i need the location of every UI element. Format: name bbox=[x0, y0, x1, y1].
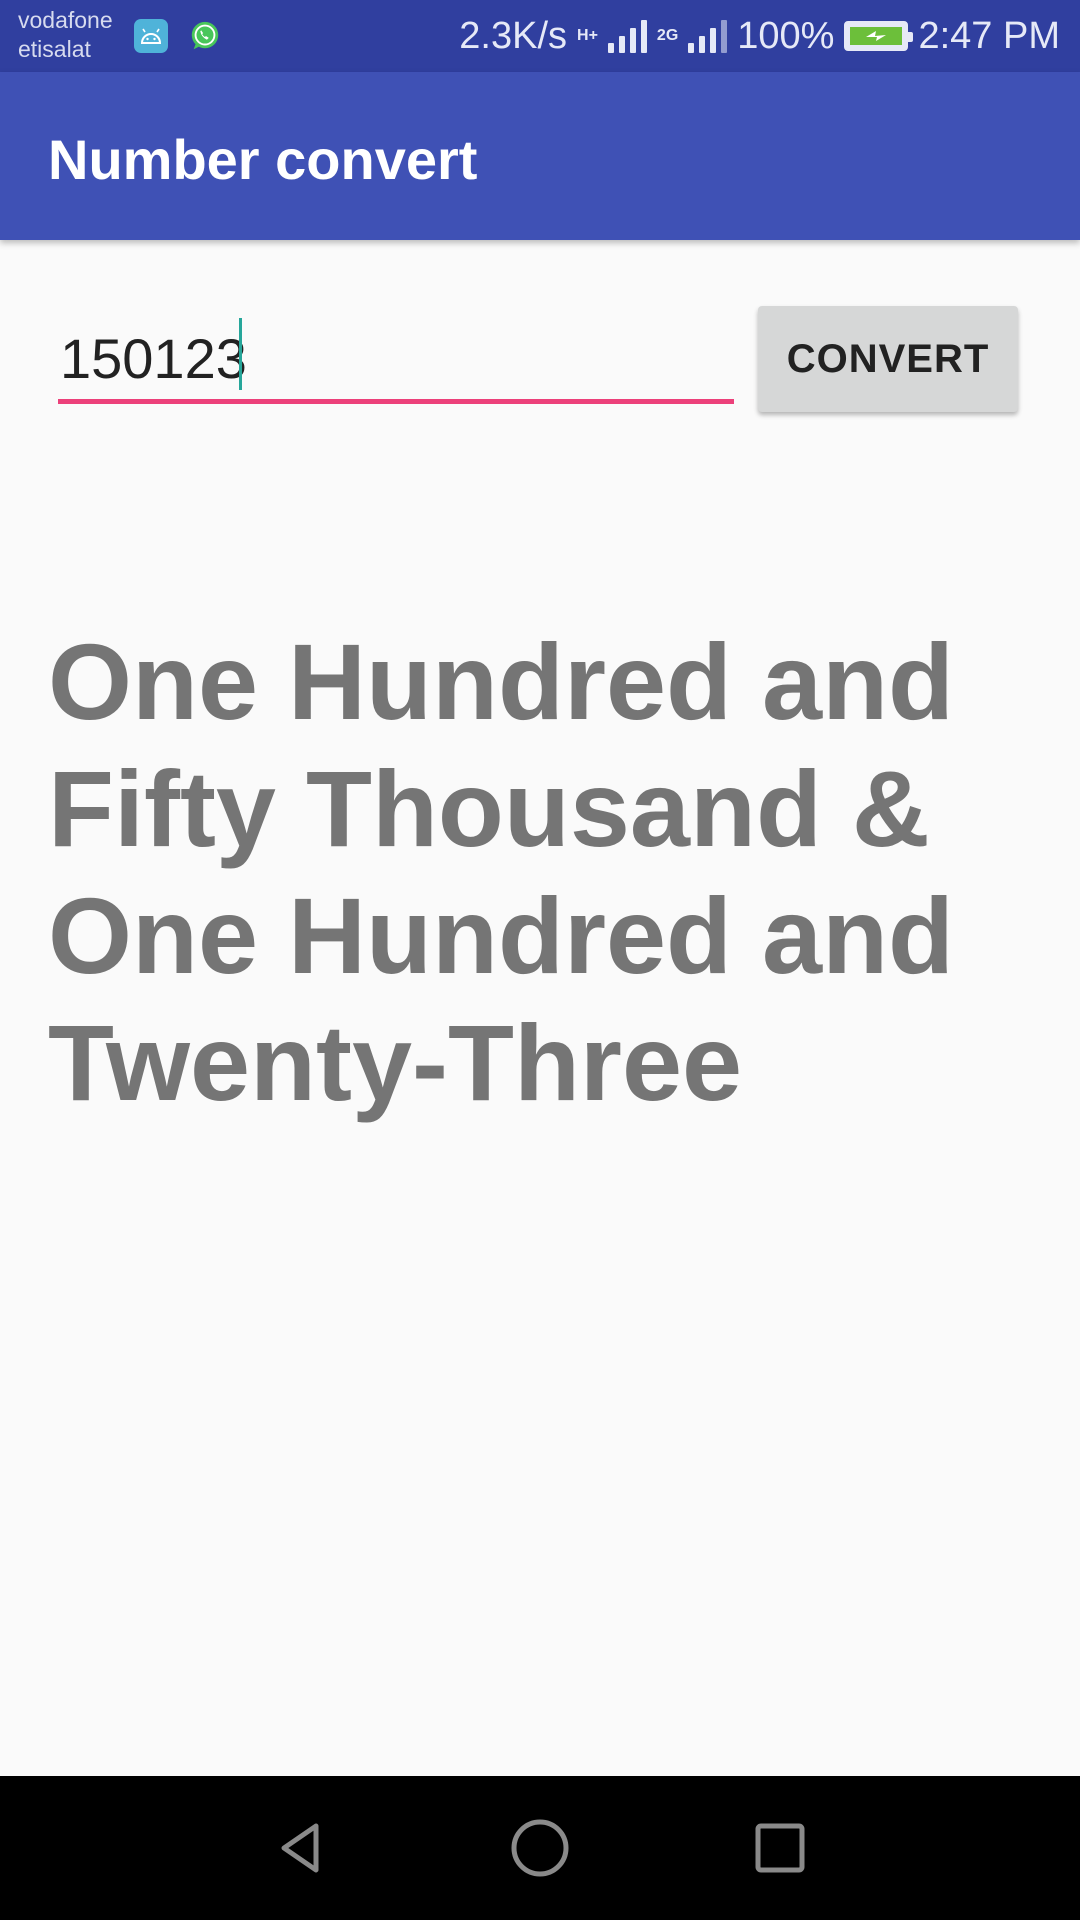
carrier-info bbox=[18, 6, 113, 64]
carrier-line-1: vodafone bbox=[18, 7, 113, 33]
clock: 2:47 PM bbox=[918, 14, 1060, 57]
battery-percent: 100% bbox=[737, 14, 835, 57]
network-speed: 2.3K/s bbox=[459, 14, 568, 57]
carrier-line-2: etisalat bbox=[18, 36, 91, 62]
app-bar bbox=[0, 72, 1080, 240]
number-input[interactable] bbox=[58, 318, 734, 404]
signal-strength-2-icon bbox=[688, 19, 727, 53]
network-type-2g: 2G bbox=[656, 27, 679, 44]
app-title: Number convert bbox=[48, 128, 478, 191]
navigation-bar bbox=[0, 1776, 1080, 1920]
android-icon bbox=[134, 19, 168, 53]
signal-strength-icon bbox=[608, 19, 647, 53]
whatsapp-icon bbox=[188, 19, 222, 53]
result-text: One Hundred and Fifty Thousand & One Hundred and Twenty-Three bbox=[48, 621, 955, 1123]
home-icon[interactable] bbox=[498, 1806, 582, 1890]
network-type-hplus: H+ bbox=[577, 27, 598, 44]
back-icon[interactable] bbox=[258, 1806, 342, 1890]
text-cursor bbox=[239, 318, 242, 390]
status-indicators bbox=[459, 0, 1060, 72]
battery-charging-icon bbox=[844, 21, 908, 51]
convert-button[interactable]: CONVERT bbox=[758, 306, 1018, 412]
recent-apps-icon[interactable] bbox=[738, 1806, 822, 1890]
status-bar bbox=[0, 0, 1080, 72]
